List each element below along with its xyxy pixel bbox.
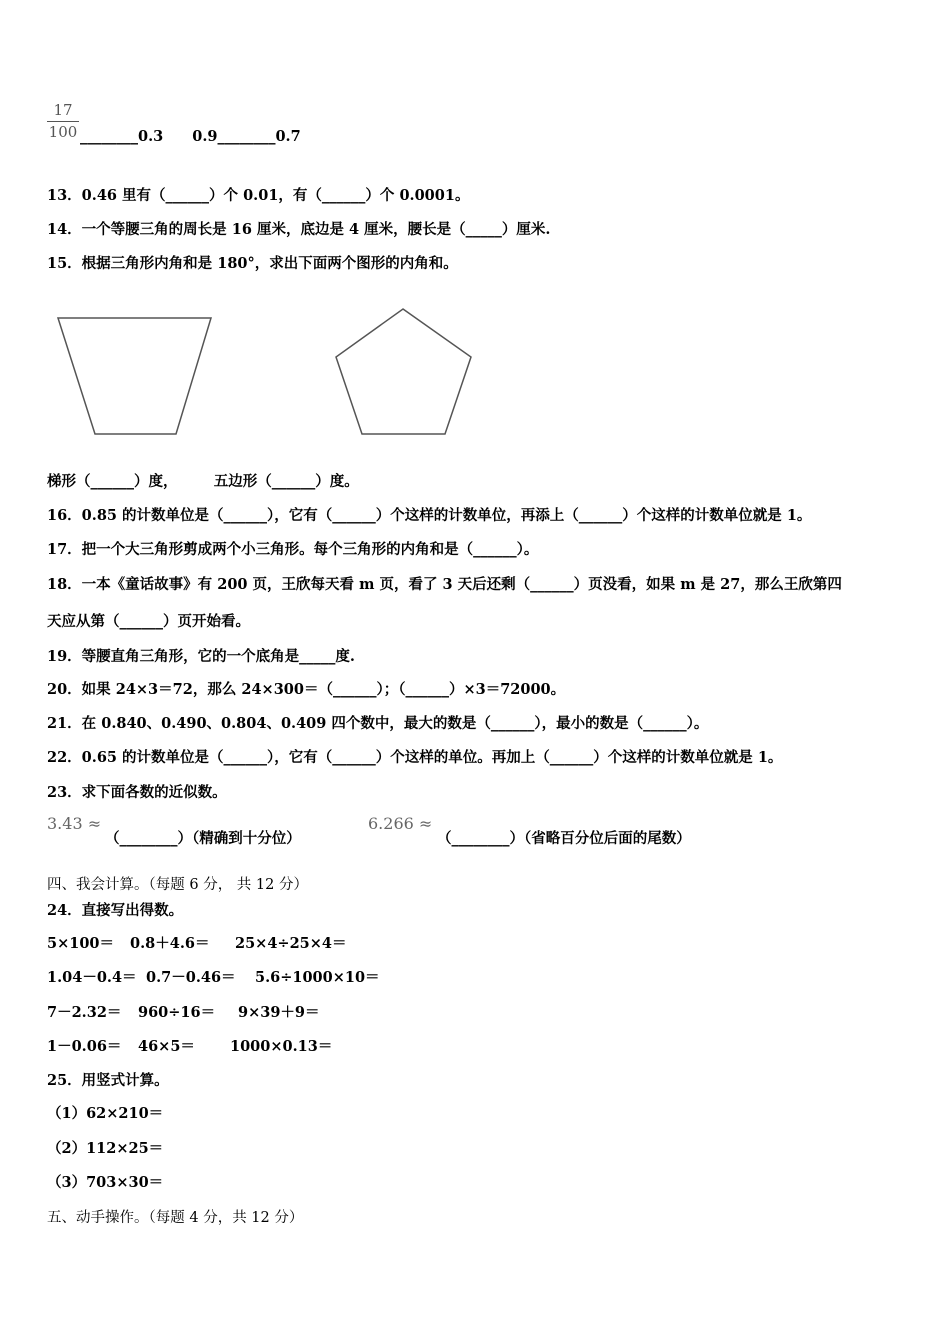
section-5-heading: 五、动手操作。（每题 4 分，共 12 分） <box>47 1210 304 1226</box>
calc-row-1-c: 25×4÷25×4＝ <box>235 935 347 952</box>
question-18-line2: 天应从第（______）页开始看。 <box>47 613 250 630</box>
q12-comparison: ________0.3 0.9________0.7 <box>80 128 301 145</box>
question-15: 15．根据三角形内角和是 180°，求出下面两个图形的内角和。 <box>47 255 458 272</box>
calc-row-1-a: 5×100＝ <box>47 935 115 952</box>
calc-row-2-b: 0.7－0.46＝ <box>146 969 236 986</box>
fraction-denominator: 100 <box>48 123 78 141</box>
q25-item-1: （1）62×210＝ <box>47 1105 164 1122</box>
calc-row-2-a: 1.04－0.4＝ <box>47 969 137 986</box>
q25-item-3: （3）703×30＝ <box>47 1174 164 1191</box>
fraction-numerator: 17 <box>53 101 73 119</box>
question-24: 24．直接写出得数。 <box>47 902 184 919</box>
trapezoid-figure <box>58 318 211 434</box>
q25-item-2: （2）112×25＝ <box>47 1140 164 1157</box>
calc-row-4-a: 1－0.06＝ <box>47 1038 122 1055</box>
calc-row-3-b: 960÷16＝ <box>138 1004 216 1021</box>
calc-row-3-a: 7－2.32＝ <box>47 1004 122 1021</box>
calc-row-2-c: 5.6÷1000×10＝ <box>255 969 380 986</box>
question-20: 20．如果 24×3＝72，那么 24×300＝（______）；（______）×3＝72000。 <box>47 681 566 698</box>
question-19: 19．等腰直角三角形，它的一个底角是_____度. <box>47 648 355 665</box>
calc-row-3-c: 9×39＋9＝ <box>238 1004 320 1021</box>
calc-row-4-c: 1000×0.13＝ <box>230 1038 333 1055</box>
question-21: 21．在 0.840、0.490、0.804、0.409 四个数中，最大的数是（______），最小的数是（______）。 <box>47 715 709 732</box>
question-18-line1: 18．一本《童话故事》有 200 页，王欣每天看 m 页，看了 3 天后还剩（______）页没看，如果 m 是 27，那么王欣第四 <box>47 576 842 593</box>
question-13: 13．0.46 里有（______）个 0.01，有（______）个 0.0001。 <box>47 187 470 204</box>
question-16: 16．0.85 的计数单位是（______），它有（______）个这样的计数单位，再添上（______）个这样的计数单位就是 1。 <box>47 507 812 524</box>
q23-expr-2: 6.266 ≈ <box>368 814 433 833</box>
question-17: 17．把一个大三角形剪成两个小三角形。每个三角形的内角和是（______）。 <box>47 541 539 558</box>
pentagon-figure <box>336 309 471 434</box>
question-23: 23．求下面各数的近似数。 <box>47 784 227 801</box>
q15-answer-line: 梯形（______）度， 五边形（______）度。 <box>47 473 359 490</box>
q23-blank-2: （________）（省略百分位后面的尾数） <box>437 830 691 847</box>
q23-blank-1: （________）（精确到十分位） <box>105 830 301 847</box>
question-22: 22．0.65 的计数单位是（______），它有（______）个这样的单位。再加上（______）个这样的计数单位就是 1。 <box>47 749 783 766</box>
calc-row-4-b: 46×5＝ <box>138 1038 195 1055</box>
q23-expr-1: 3.43 ≈ <box>47 814 102 833</box>
question-14: 14．一个等腰三角的周长是 16 厘米，底边是 4 厘米，腰长是（_____）厘米. <box>47 221 551 238</box>
calc-row-1-b: 0.8＋4.6＝ <box>130 935 210 952</box>
section-4-heading: 四、我会计算。（每题 6 分， 共 12 分） <box>47 877 308 893</box>
question-25: 25．用竖式计算。 <box>47 1072 169 1089</box>
